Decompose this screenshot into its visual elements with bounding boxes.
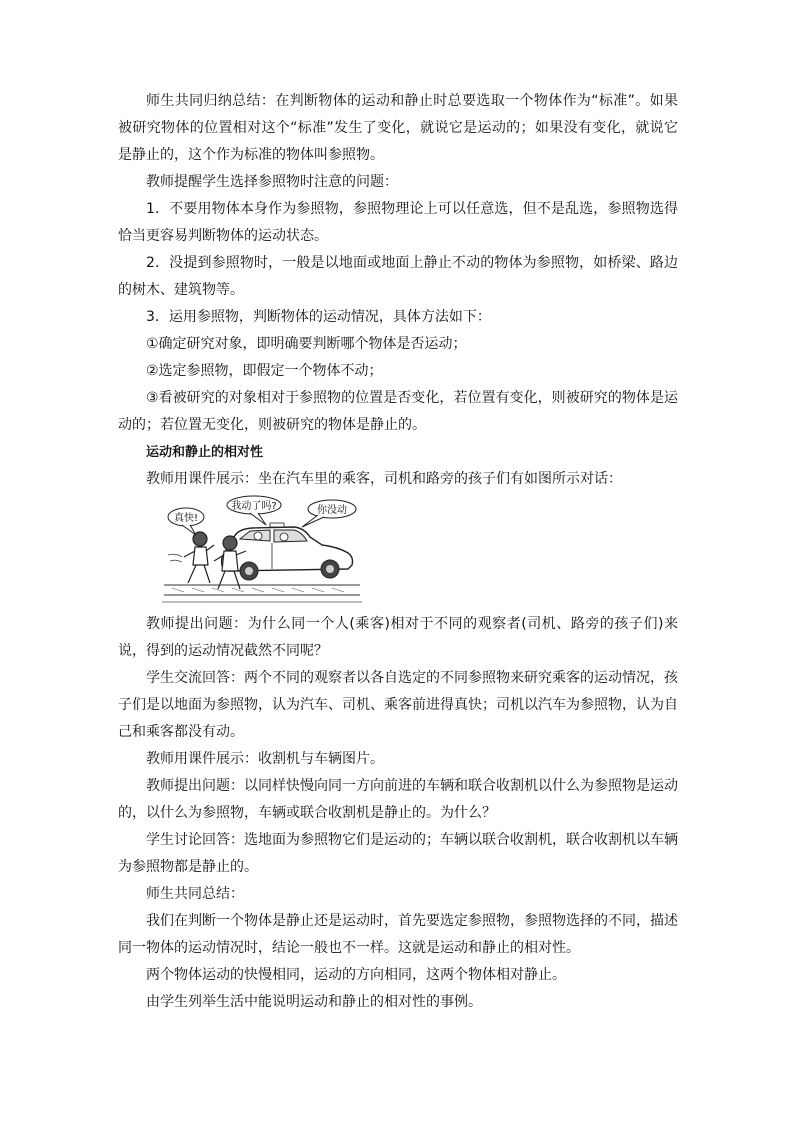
bubble-left-text: 真快! [173, 513, 199, 524]
paragraph-harvester-display: 教师用课件展示：收割机与车辆图片。 [146, 751, 384, 767]
speech-bubble-right [302, 500, 356, 527]
document-body [118, 88, 678, 1016]
paragraph-point-3: 3．运用参照物，判断物体的运动情况，具体方法如下： [146, 309, 491, 325]
paragraph-step-2: ②选定参照物，即假定一个物体不动； [146, 363, 383, 379]
paragraph-point-2: 2．没提到参照物时，一般是以地面或地面上静止不动的物体为参照物，如桥梁、路边的树木、建筑物等。 [118, 255, 678, 298]
paragraph-relativity: 我们在判断一个物体是静止还是运动时，首先要选定参照物，参照物选择的不同，描述同一物体的运动情况时，结论一般也不一样。这就是运动和静止的相对性。 [118, 913, 678, 956]
paragraph-step-3: ③看被研究的对象相对于参照物的位置是否变化，若位置有变化，则被研究的物体是运动的；若位置无变化，则被研究的物体是静止的。 [118, 390, 678, 433]
paragraph-summary: 师生共同归纳总结：在判断物体的运动和静止时总要选取一个物体作为“标准”。如果被研究物体的位置相对这个“标准”发生了变化，就说它是运动的；如果没有变化，就说它是静止的，这个作为标准的物体叫参照物。 [118, 93, 678, 163]
speech-bubble-left [168, 508, 204, 535]
car-children-drawing [162, 495, 362, 607]
paragraph-reminder: 教师提醒学生选择参照物时注意的问题： [146, 174, 398, 190]
paragraph-teacher-question: 教师提出问题：为什么同一个人(乘客)相对于不同的观察者(司机、路旁的孩子们)来说，得到的运动情况截然不同呢？ [118, 616, 678, 659]
paragraph-point-1: 1．不要用物体本身作为参照物，参照物理论上可以任意选，但不是乱选，参照物选得恰当更容易判断物体的运动状态。 [118, 201, 678, 244]
paragraph-examples: 由学生列举生活中能说明运动和静止的相对性的事例。 [146, 994, 482, 1010]
paragraph-figure-intro: 教师用课件展示：坐在汽车里的乘客，司机和路旁的孩子们有如图所示对话： [146, 471, 622, 487]
paragraph-harvester-answer: 学生讨论回答：选地面为参照物它们是运动的；车辆以联合收割机，联合收割机以车辆为参照物都是静止的。 [118, 832, 678, 875]
paragraph-joint-summary: 师生共同总结： [146, 886, 244, 902]
section-heading: 运动和静止的相对性 [146, 445, 264, 460]
children-figures [184, 532, 246, 589]
speech-bubble-middle [227, 496, 281, 525]
paragraph-relative-rest: 两个物体运动的快慢相同，运动的方向相同，这两个物体相对静止。 [146, 967, 566, 983]
car-children-illustration [118, 493, 678, 611]
paragraph-student-answer: 学生交流回答：两个不同的观察者以各自选定的不同参照物来研究乘客的运动情况，孩子们是以地面为参照物，认为汽车、司机、乘客前进得真快；司机以汽车为参照物，认为自己和乘客都没有动。 [118, 670, 678, 740]
bubble-right-text: 你没动 [317, 505, 347, 516]
bubble-middle-text: 我动了吗? [231, 501, 277, 512]
paragraph-harvester-question: 教师提出问题：以同样快慢向同一方向前进的车辆和联合收割机以什么为参照物是运动的，以什么为参照物，车辆或联合收割机是静止的。为什么？ [118, 778, 678, 821]
paragraph-step-1: ①确定研究对象，即明确要判断哪个物体是否运动； [146, 336, 467, 352]
